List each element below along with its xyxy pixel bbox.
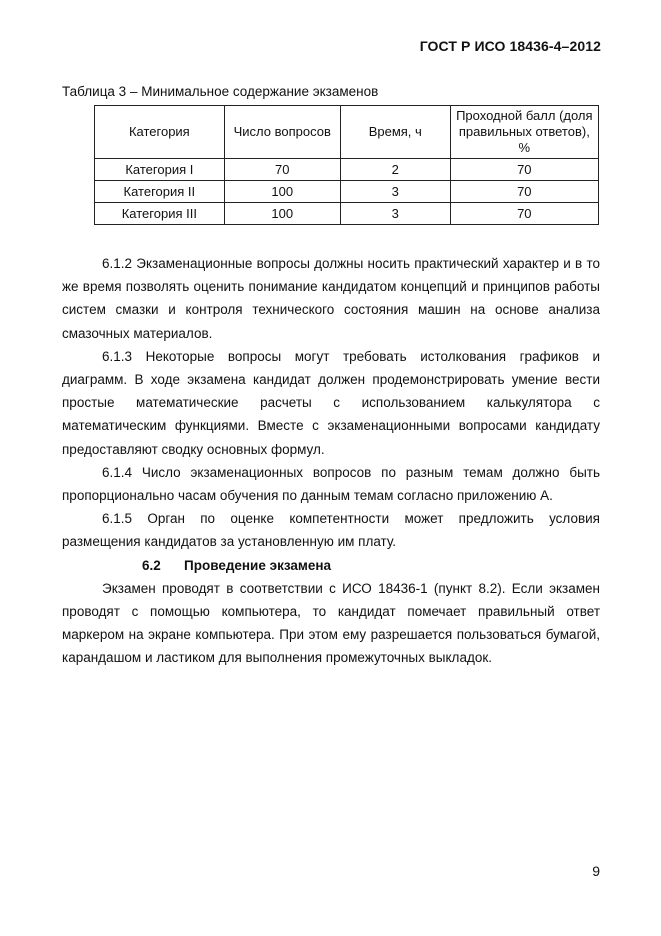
table-row (95, 159, 599, 181)
table-row (95, 181, 599, 203)
column-header-question-count: Число вопросов (224, 106, 340, 159)
document-header: ГОСТ Р ИСО 18436-4–2012 (419, 38, 601, 54)
section-number: 6.2 (142, 557, 161, 573)
table-cell: 70 (450, 203, 598, 225)
table-header-row (95, 106, 599, 159)
table-cell: Категория II (95, 181, 225, 203)
paragraph-6-1-3: 6.1.3 Некоторые вопросы могут требовать истолкования графиков и диаграмм. В ходе экзамена кандидат должен продемонстрировать умение вести простые математические расчеты с использованием калькулятора с математическим функциями. Вместе с экзаменационными вопросами кандидату предоставляют сводку основных формул. (62, 348, 600, 457)
table-cell: 100 (224, 203, 340, 225)
column-header-time: Время, ч (340, 106, 450, 159)
table-cell: 70 (224, 159, 340, 181)
column-header-category: Категория (95, 106, 225, 159)
paragraph-6-1-4: 6.1.4 Число экзаменационных вопросов по разным темам должно быть пропорционально часам обучения по данным темам согласно приложению А. (62, 464, 600, 504)
table-cell: Категория I (95, 159, 225, 181)
table-cell: 70 (450, 159, 598, 181)
table-cell: Категория III (95, 203, 225, 225)
table-cell: 3 (340, 181, 450, 203)
section-title: Проведение экзамена (184, 557, 332, 573)
paragraph-6-2: Экзамен проводят в соответствии с ИСО 18436-1 (пункт 8.2). Если экзамен проводят с помощью компьютера, то кандидат помечает правильный ответ маркером на экране компьютера. При этом ему разрешается пользоваться бумагой, карандашом и ластиком для выполнения промежуточных выкладок. (62, 580, 600, 666)
paragraph-6-1-2: 6.1.2 Экзаменационные вопросы должны носить практический характер и в то же время позволять оценить понимание кандидатом концепций и принципов работы систем смазки и контроля технического состояния машин на основе анализа смазочных материалов. (62, 256, 600, 341)
exam-content-table (94, 105, 599, 225)
paragraph-6-1-5: 6.1.5 Орган по оценке компетентности может предложить условия размещения кандидатов за установленную им плату. (62, 511, 600, 550)
section-6-2-heading (62, 554, 600, 577)
column-header-passing-score: Проходной балл (доля правильных ответов), % (450, 106, 598, 159)
table-cell: 3 (340, 203, 450, 225)
table-cell: 100 (224, 181, 340, 203)
page-number: 9 (592, 863, 600, 879)
table-cell: 2 (340, 159, 450, 181)
table-cell: 70 (450, 181, 598, 203)
table-row (95, 203, 599, 225)
document-body (62, 252, 600, 670)
table-caption: Таблица 3 – Минимальное содержание экзаменов (62, 84, 379, 99)
